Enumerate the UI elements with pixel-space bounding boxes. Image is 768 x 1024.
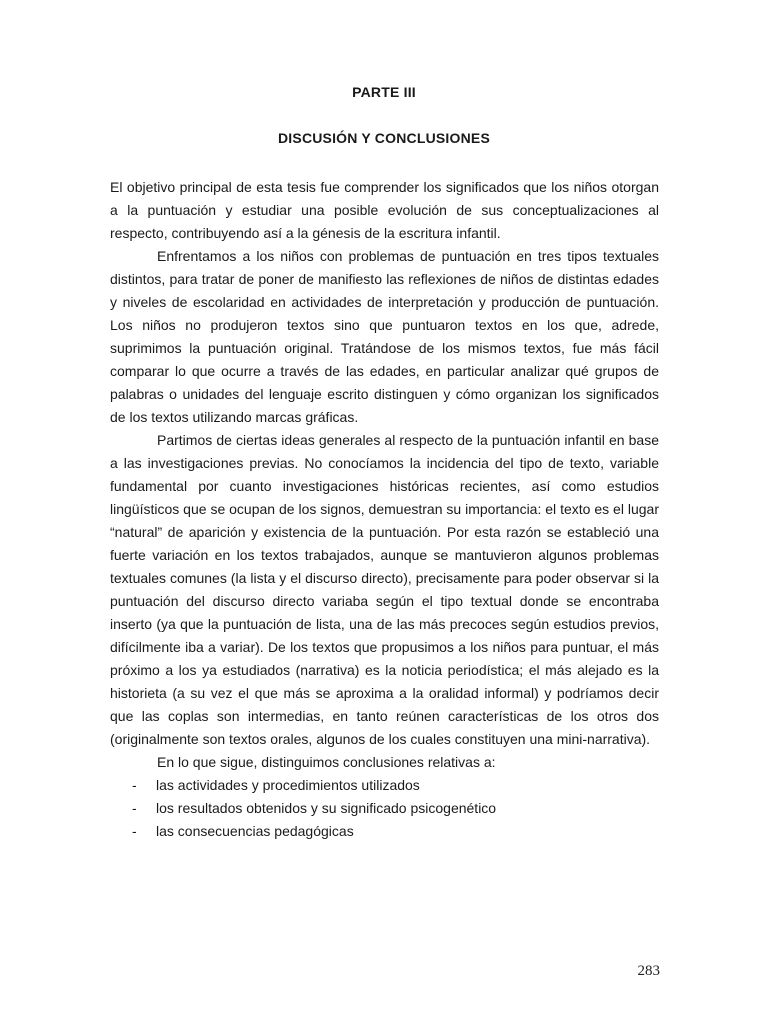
list-item-text: los resultados obtenidos y su significado psicogenético bbox=[156, 800, 497, 816]
bullet-dash: - bbox=[132, 823, 137, 839]
paragraph-methods: Enfrentamos a los niños con problemas de puntuación en tres tipos textuales distintos, para tratar de poner de manifiesto las reflexiones de niños de distintas edades y niveles de escolaridad en actividades de interpretación y producción de puntuación. Los niños no produjeron textos sino que puntuaron textos en los que, adrede, suprimimos la puntuación original. Tratándose de los mismos textos, fue más fácil comparar lo que ocurre a través de las edades, en particular analizar qué grupos de palabras o unidades del lenguaje escrito distinguen y cómo organizan los significados de los textos utilizando marcas gráficas. bbox=[110, 248, 659, 425]
bullet-dash: - bbox=[132, 777, 137, 793]
paragraph-ideas: Partimos de ciertas ideas generales al respecto de la puntuación infantil en base a las investigaciones previas. No conocíamos la incidencia del tipo de texto, variable fundamental por cuanto investigaciones históricas recientes, así como estudios lingüísticos que se ocupan de los signos, demuestran su importancia: el texto es el lugar “natural” de aparición y existencia de la puntuación. Por esta razón se estableció una fuerte variación en los textos trabajados, aunque se mantuvieron algunos problemas textuales comunes (la lista y el discurso directo), precisamente para poder observar si la puntuación del discurso directo variaba según el tipo textual donde se encontraba inserto (ya que la puntuación de lista, una de las más precoces según estudios previos, difícilmente iba a variar). De los textos que propusimos a los niños para puntuar, el más próximo a los ya estudiados (narrativa) es la noticia periodística; el más alejado es la historieta (a su vez el que más se aproxima a la oralidad informal) y podríamos decir que las coplas son intermedias, en tanto reúnen características de los otros dos (originalmente son textos orales, algunos de los cuales constituyen una mini-narrativa). bbox=[110, 432, 659, 747]
list-item-text: las consecuencias pedagógicas bbox=[156, 823, 354, 839]
list-item-text: las actividades y procedimientos utilizados bbox=[156, 777, 420, 793]
section-title: DISCUSIÓN Y CONCLUSIONES bbox=[278, 130, 490, 146]
list-item bbox=[110, 797, 659, 820]
part-title: PARTE III bbox=[352, 84, 416, 100]
paragraph-conclusions-intro: En lo que sigue, distinguimos conclusiones relativas a: bbox=[157, 754, 496, 770]
bullet-dash: - bbox=[132, 800, 137, 816]
body-text bbox=[110, 176, 659, 843]
page-number: 283 bbox=[637, 963, 660, 979]
paragraph-intro: El objetivo principal de esta tesis fue comprender los significados que los niños otorgan a la puntuación y estudiar una posible evolución de sus conceptualizaciones al respecto, contribuyendo así a la génesis de la escritura infantil. bbox=[110, 179, 659, 241]
list-item bbox=[110, 774, 659, 797]
list-item bbox=[110, 820, 659, 843]
conclusions-list bbox=[110, 774, 659, 843]
